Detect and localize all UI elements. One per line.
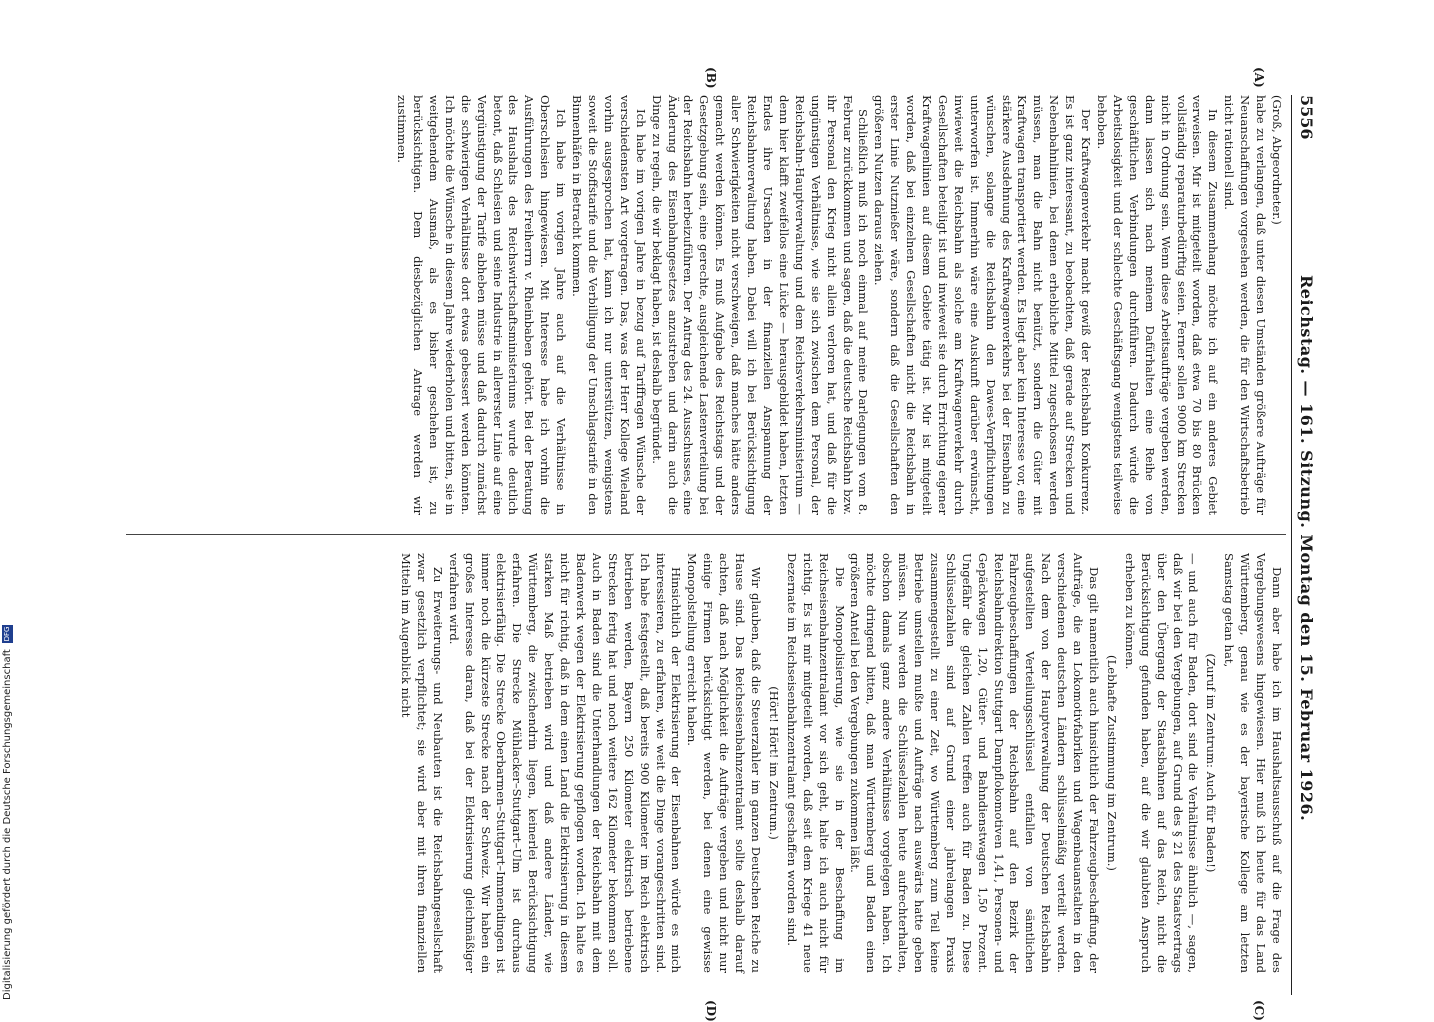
page-number: 5556 [1297, 95, 1316, 140]
right-text-column [397, 553, 1284, 973]
dfg-logo: DFG [2, 626, 11, 642]
paragraph: Ich habe im vorigen Jahre auch auf die Verhältnisse in Oberschlesien hingewiesen. Mit Interesse habe ich vorhin die Ausführungen des Freiherrn v. Rheinbaben gehört. Bei der Beratung des Haushalts des Reichswirtschaftsministeriums wurde deutlich betont, daß Schlesien und seine Industrie in allererster Linie auf eine Vergünstigung der Tarife abheben müsse und daß dadurch zunächst die schwierigen Verhältnisse dort etwas gebessert werden könnten. Ich möchte die Wünsche in diesem Jahre wiederholen und bitten, sie in weitgehendem Ausmaß, als es bisher geschehen ist, zu berücksichtigen. Dem diesbezüglichen Antrage werden wir zustimmen. [395, 95, 569, 515]
page-header [1290, 95, 1320, 995]
left-text-column [393, 95, 1284, 515]
margin-mark-b: (B) [704, 67, 718, 89]
page-title: Reichstag. — 161. Sitzung. Montag den 15. Februar 1926. [1297, 275, 1316, 822]
paragraph: — und auch für Baden, dort sind die Verhältnisse ähnlich —, sagen, daß wir bei den Vergebungen, auf Grund des § 21 des Staatsvertrags über den Übergang der Staatsbahnen auf das Reich, nicht die Berücksichtigung gefunden haben, auf die wir glaubten Anspruch erheben zu können. [1122, 553, 1201, 973]
margin-mark-d: (D) [704, 1000, 718, 1022]
paragraph: Der Kraftwagenverkehr macht gewiß der Reichsbahn Konkurrenz. Es ist ganz interessant, zu beobachten, daß gerade auf Strecken und Nebenbahnlinien, bei denen erhebliche Mittel zugeschossen werden müssen, man die Bahn nicht benützt, sondern die Güter mit Kraftwagen transportiert werden. Es liegt aber kein Interesse vor, eine stärkere Ausdehnung des Kraftwagenverkehrs bei der Eisenbahn zu wünschen, solange die Reichsbahn den Dawes-Verpflichtungen unterworfen ist. Immerhin wäre eine Auskunft darüber erwünscht, inwieweit die Reichsbahn als solche am Kraftwagenverkehr durch Gesellschaften beteiligt ist und inwieweit sie durch Errichtung eigener Kraftwagenlinien auf diesem Gebiete tätig ist. Mir ist mitgeteilt worden, daß bei einzelnen Gesellschaften nicht die Reichsbahn in erster Linie Nutznießer wäre, sondern daß die Gesellschaften den größeren Nutzen daraus ziehen. [872, 95, 1094, 515]
paragraph: Schließlich muß ich noch einmal auf meine Darlegungen vom 8. Februar zurückkommen und sagen, daß die deutsche Reichsbahn bzw. ihr Personal den Krieg nicht allein verloren hat, und daß für die ungünstigen Verhältnisse, wie sie sich zwischen dem Personal, der Reichsbahn-Hauptverwaltung und dem Reichsverkehrsministerium — denn hier klafft zweifellos eine Lücke — herausgebildet haben, letzten Endes ihre Ursachen in der finanziellen Anspannung der Reichsbahnverwaltung haben. Dabei will ich bei Berücksichtigung aller Schwierigkeiten nicht verschweigen, daß manches hätte anders gemacht werden können. Es muß Aufgabe des Reichstags und der Gesetzgebung sein, eine gerechte, ausgleichende Lastenverteilung bei der Reichsbahn herbeizuführen. Der Antrag des 24. Ausschusses, eine Änderung des Eisenbahngesetzes anzustreben und darin auch die Dinge zu regeln, die wir beklagt haben, ist deshalb begründet. [649, 95, 871, 515]
margin-mark-c: (C) [1252, 1000, 1266, 1021]
paragraph: In diesem Zusammenhang möchte ich auf ein anderes Gebiet verweisen. Mir ist mitgeteilt worden, daß etwa 70 bis 80 Brücken vollständig reparaturbedürftig seien. Ferner sollen 9000 km Strecken nicht in Ordnung sein. Wenn diese Arbeitsaufträge vergeben werden, dann lassen sich nach meinem Dafürhalten eine Reihe von geschäftlichen Verbindungen durchführen. Dadurch würde die Arbeitslosigkeit und der schlechte Geschäftsgang wenigstens teilweise behoben. [1095, 95, 1221, 515]
interjection: (Lebhafte Zustimmung im Zentrum.) [1104, 655, 1119, 871]
paragraph: Zu Erweiterungs- und Neubauten ist die Reichsbahngesellschaft zwar gesetzlich verpflichtet; sie wird aber mit ihren finanziellen Mitteln im Augenblick nicht [399, 553, 445, 973]
paragraph: Die Monopolisierung, wie sie in der Beschaffung im Reichseisenbahnzentralamt vor sich geht, halte ich auch nicht für richtig. Es ist mir mitgeteilt worden, daß seit dem Kriege 41 neue Dezernate im Reichseisenbahnzentralamt geschaffen worden sind. [784, 553, 847, 973]
rotated-document-page [120, 67, 1320, 1022]
paragraph: Ich habe im vorigen Jahre in bezug auf Tariffragen Wünsche der verschiedensten Art vorgetragen. Das, was der Herr Kollege Wieland vorhin ausgesprochen hat, kann ich nur unterstützen, wenigstens soweit die Stoffstarife und die Verbilligung der Umschlagstarife in den Binnenhäfen in Betracht kommen. [570, 95, 648, 515]
paragraph: Das gilt namentlich auch hinsichtlich der Fahrzeugbeschaffung, der Aufträge, die an Lokomotivfabriken und Wagenbauanstalten in den verschiedenen deutschen Ländern schlüsselmäßig verteilt werden. Nach dem von der Hauptverwaltung der Deutschen Reichsbahn aufgestellten Verteilungsschlüssel entfallen von sämtlichen Fahrzeugbeschaffungen der Reichsbahn auf den Bezirk der Reichsbahndirektion Stuttgart Dampflokomotiven 1,41, Personen- und Gepäckwagen 1,20, Güter- und Bahndienstwagen 1,50 Prozent. Ungefähr die gleichen Zahlen treffen auch für Baden zu. Diese Schlüsselzahlen sind auf Grund einer jahrelangen Praxis zusammengestellt zu einer Zeit, wo Württemberg zum Teil keine Betriebe umstellen mußte und Aufträge nach auswärts hatte geben müssen. Nun werden die Schlüsselzahlen heute aufrechterhalten, obschon damals ganz andere Verhältnisse vorgelegen haben. Ich möchte dringend bitten, daß man Württemberg und Baden einen größeren Anteil bei den Vergebungen zukommen läßt. [848, 553, 1102, 973]
paragraph: Hinsichtlich der Elektrisierung der Eisenbahnen würde es mich interessieren, zu erfahren, wie weit die Dinge vorangeschritten sind. Ich habe festgestellt, daß bereits 900 Kilometer im Reich elektrisch betrieben werden, Bayern 250 Kilometer elektrisch betriebene Strecken fertig hat und noch weitere 162 Kilometer bekommen soll. Auch in Baden sind die Unterhandlungen der Reichsbahn mit dem Badenwerk wegen der Elektrisierung gepflogen worden. Ich halte es nicht für richtig, daß in dem einen Land die Elektrisierung in diesem starken Maß betrieben wird und daß andere Länder, wie Württemberg, die zwischendrin liegen, keinerlei Berücksichtigung erfahren. Die Strecke Mühlacker–Stuttgart–Ulm ist durchaus elektrisierfähig. Die Strecke Oberbarmen–Stuttgart–Immendingen ist immer noch die kürzeste Strecke nach der Schweiz. Wir haben ein großes Interesse daran, daß bei der Elektrisierung gleichmäßiger verfahren wird. [446, 553, 684, 973]
paragraph: Wir glauben, daß die Steuerzahler im ganzen Deutschen Reiche zu Hause sind. Das Reichseisenbahnzentralamt sollte deshalb darauf achten, daß nach Möglichkeit die Aufträge vergeben und nicht nur einige Firmen berücksichtigt werden, bei denen eine gewisse Monopolstellung erreicht haben. [685, 553, 763, 973]
paragraph: Dann aber habe ich im Haushaltsausschuß auf die Frage des Vergebungswesens hingewiesen. Hier muß ich heute für das Land Württemberg, genau wie es der bayerische Kollege am letzten Samstag getan hat, [1222, 553, 1284, 973]
speaker-line: (Groß, Abgeordneter.) [1270, 95, 1284, 225]
digitization-credit [0, 0, 16, 1000]
column-divider [126, 534, 1286, 535]
paragraph: habe zu verlangen, daß unter diesen Umständen größere Aufträge für Neuanschaffungen vorgesehen werden, die für den Wirtschaftsbetrieb nicht rationell sind. [1222, 95, 1269, 515]
interjection: (Zuruf im Zentrum: Auch für Baden!) [1204, 653, 1219, 873]
credit-text: Digitalisierung gefördert durch die Deutsche Forschungsgemeinschaft [2, 649, 13, 1000]
header-rule [1291, 95, 1292, 995]
margin-mark-a: (A) [1252, 67, 1266, 88]
interjection: (Hört! Hört! im Zentrum.) [766, 686, 781, 840]
